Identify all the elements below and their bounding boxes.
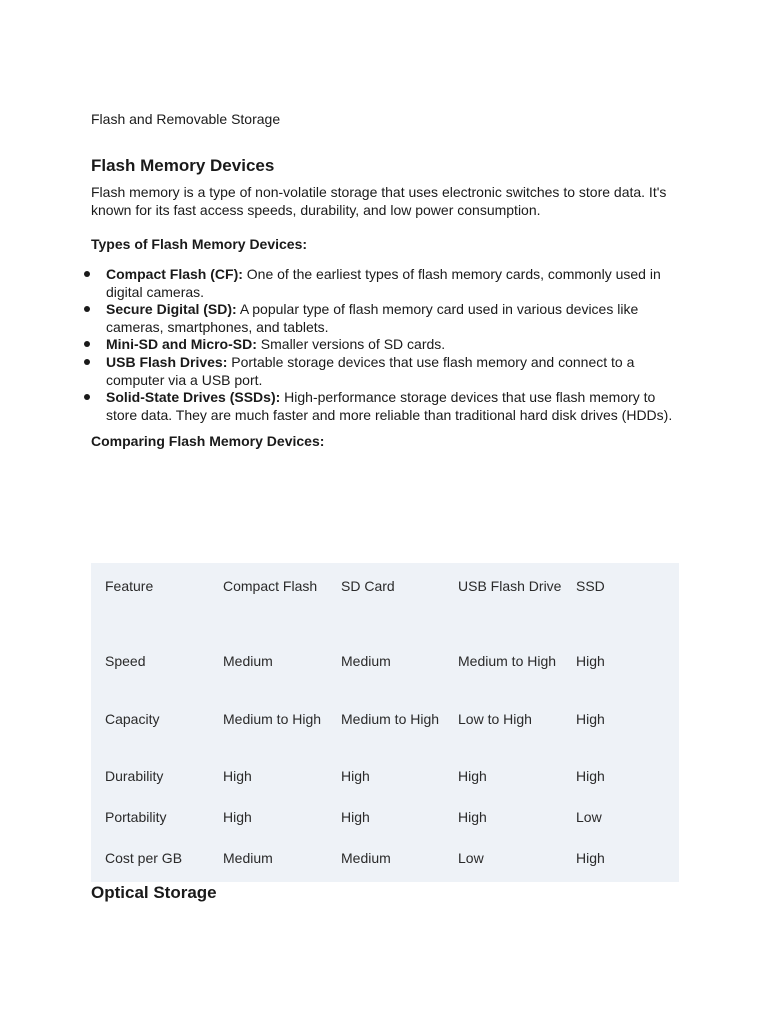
table-cell: Cost per GB xyxy=(105,850,183,866)
table-cell: Medium xyxy=(223,850,273,866)
table-cell: Speed xyxy=(105,653,146,669)
table-cell: High xyxy=(223,768,252,784)
types-subheading: Types of Flash Memory Devices: xyxy=(91,236,308,252)
list-item xyxy=(91,336,681,354)
list-item-description: A popular type of flash memory card used in various devices like cameras, smartphones, and tablets. xyxy=(106,301,639,335)
table-cell: High xyxy=(576,711,605,727)
list-item-description: High-performance storage devices that use flash memory to store data. They are much faster and more reliable than traditional hard disk drives (HDDs). xyxy=(106,389,673,423)
list-item xyxy=(91,354,681,389)
list-item xyxy=(91,266,681,301)
table-cell: High xyxy=(341,809,370,825)
table-header-cell: USB Flash Drive xyxy=(458,578,562,594)
table-cell: Portability xyxy=(105,809,167,825)
table-cell: Low xyxy=(576,809,602,825)
section-heading-flash-memory: Flash Memory Devices xyxy=(91,156,275,175)
table-cell: High xyxy=(576,653,605,669)
table-header-cell: SSD xyxy=(576,578,605,594)
table-cell: Medium xyxy=(341,850,391,866)
list-item-term: Compact Flash (CF): xyxy=(106,266,243,282)
table-cell: High xyxy=(458,809,487,825)
bullet-icon xyxy=(84,341,90,347)
comparison-table xyxy=(91,563,679,882)
list-item-term: USB Flash Drives: xyxy=(106,353,228,370)
table-header-cell: SD Card xyxy=(341,578,395,594)
bullet-icon xyxy=(84,394,90,400)
table-cell: High xyxy=(576,768,605,784)
table-cell: Capacity xyxy=(105,711,160,727)
document-title: Flash and Removable Storage xyxy=(91,111,281,127)
list-item-term: Mini-SD and Micro-SD: xyxy=(106,336,257,353)
list-item xyxy=(91,389,681,424)
table-cell: Medium to High xyxy=(458,653,557,669)
table-header-cell: Compact Flash xyxy=(223,578,318,594)
table-cell: High xyxy=(458,768,487,784)
bullet-icon xyxy=(84,306,90,312)
section-heading-optical-storage: Optical Storage xyxy=(91,883,217,902)
table-header-cell: Feature xyxy=(105,578,154,594)
flash-types-list xyxy=(91,266,681,424)
bullet-icon xyxy=(84,271,90,277)
table-cell: Durability xyxy=(105,768,164,784)
list-item-term: Solid-State Drives (SSDs): xyxy=(106,389,281,406)
table-cell: Low xyxy=(458,850,484,866)
table-cell: High xyxy=(223,809,252,825)
table-cell: High xyxy=(576,850,605,866)
list-item xyxy=(91,301,681,336)
table-cell: High xyxy=(341,768,370,784)
list-item-term: Secure Digital (SD): xyxy=(106,301,237,318)
list-item-description: One of the earliest types of flash memory cards, commonly used in digital cameras. xyxy=(106,266,661,300)
list-item-description: Portable storage devices that use flash memory and connect to a computer via a USB port. xyxy=(106,353,635,388)
table-cell: Medium to High xyxy=(223,711,322,727)
flash-intro-paragraph: Flash memory is a type of non-volatile storage that uses electronic switches to store data. It's known for its fast access speeds, durability, and low power consumption. xyxy=(91,184,667,218)
table-cell: Medium xyxy=(223,653,273,669)
comparison-subheading: Comparing Flash Memory Devices: xyxy=(91,433,325,449)
bullet-icon xyxy=(84,359,90,365)
table-cell: Medium xyxy=(341,653,391,669)
list-item-description: Smaller versions of SD cards. xyxy=(256,336,446,353)
table-cell: Medium to High xyxy=(341,711,440,727)
table-cell: Low to High xyxy=(458,711,532,727)
